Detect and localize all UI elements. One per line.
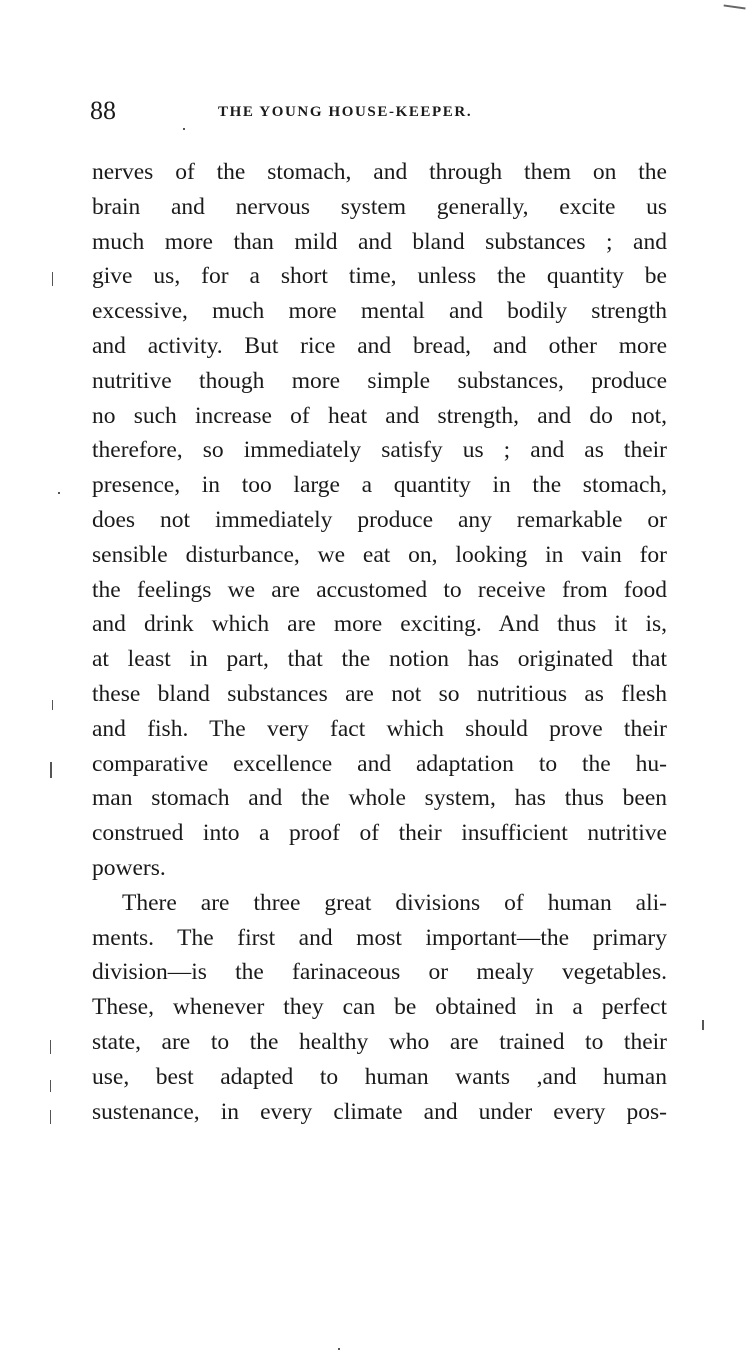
margin-speck [52, 700, 53, 710]
margin-speck [50, 1080, 51, 1092]
text-line: presence, in too large a quantity in the stomach, [92, 472, 667, 499]
text-line: state, are to the healthy who are trained to their [92, 1028, 667, 1055]
text-line: at least in part, that the notion has originated that [92, 646, 667, 673]
text-line: division—is the farinaceous or mealy vegetables. [92, 959, 667, 986]
paragraph-1 [92, 155, 667, 886]
text-line: and activity. But rice and bread, and other more [92, 332, 667, 359]
text-line: nerves of the stomach, and through them on the [92, 159, 667, 185]
paragraph-2 [92, 886, 667, 1130]
text-line: construed into a proof of their insufficient nutritive [92, 820, 667, 847]
margin-speck [702, 1020, 704, 1030]
text-line: These, whenever they can be obtained in a perfect [92, 994, 667, 1021]
text-line: does not immediately produce any remarkable or [92, 506, 667, 533]
body-text [92, 155, 667, 1129]
text-line: sustenance, in every climate and under every pos- [92, 1098, 667, 1125]
text-line: excessive, much more mental and bodily strength [92, 298, 667, 325]
text-line: use, best adapted to human wants ,and human [92, 1063, 667, 1090]
margin-speck [50, 1110, 51, 1124]
page-header [90, 96, 670, 126]
text-line: man stomach and the whole system, has thus been [92, 785, 667, 812]
text-line: the feelings we are accustomed to receive from food [92, 576, 667, 603]
page-number: 88 [90, 96, 116, 125]
text-line: sensible disturbance, we eat on, looking in vain for [92, 541, 667, 568]
text-line: give us, for a short time, unless the quantity be [92, 263, 667, 290]
text-line: these bland substances are not so nutritious as flesh [92, 680, 667, 707]
margin-speck [52, 272, 53, 286]
text-line: brain and nervous system generally, excite us [92, 193, 667, 220]
text-line: no such increase of heat and strength, and do not, [92, 402, 667, 429]
margin-speck [50, 762, 52, 778]
text-line: There are three great divisions of human ali- [122, 889, 667, 916]
margin-speck [58, 492, 60, 494]
text-line: nutritive though more simple substances, produce [92, 367, 667, 394]
margin-speck [50, 1040, 51, 1054]
text-line: comparative excellence and adaptation to the hu- [92, 750, 667, 777]
margin-speck [338, 1348, 340, 1350]
text-line: much more than mild and bland substances ; and [92, 228, 667, 255]
text-line: and fish. The very fact which should prove their [92, 715, 667, 742]
corner-scan-mark [724, 0, 747, 9]
text-line: ments. The first and most important—the primary [92, 924, 667, 951]
text-line: and drink which are more exciting. And thus it is, [92, 611, 667, 638]
running-head: THE YOUNG HOUSE-KEEPER. [218, 104, 473, 120]
text-line: therefore, so immediately satisfy us ; and as their [92, 437, 667, 464]
margin-speck [183, 128, 185, 130]
text-line: powers. [92, 854, 166, 881]
